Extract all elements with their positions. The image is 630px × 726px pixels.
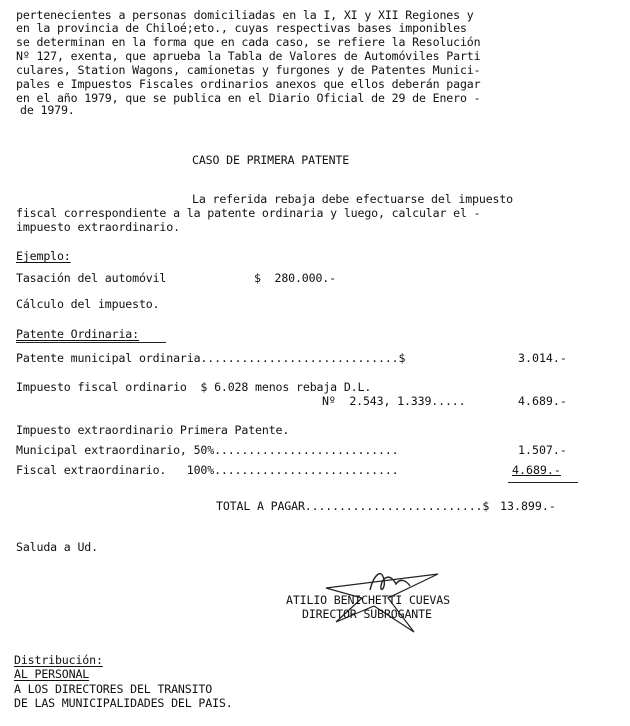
total-label: TOTAL A PAGAR..........................$ — [216, 499, 490, 513]
note-line-3: impuesto extraordinario. — [16, 220, 180, 234]
patente-ordinaria-underline — [16, 342, 166, 343]
tasacion-value: $ 280.000.- — [254, 271, 336, 285]
municipal-ordinaria-label: Patente municipal ordinaria.............................$ — [16, 351, 406, 365]
patente-ordinaria-label: Patente Ordinaria: — [16, 327, 139, 341]
note-line-1: La referida rebaja debe efectuarse del impuesto — [192, 192, 514, 206]
signatory-title: DIRECTOR SUBROGANTE — [302, 607, 432, 621]
example-label: Ejemplo: — [16, 249, 71, 263]
extraordinario-heading: Impuesto extraordinario Primera Patente. — [16, 423, 290, 437]
intro-line-1: pertenecientes a personas domiciliadas en la I, XI y XII Regiones y — [16, 8, 474, 22]
fiscal-ordinario-line-2: Nº 2.543, 1.339..... — [322, 394, 466, 408]
section-heading: CASO DE PRIMERA PATENTE — [192, 153, 350, 167]
intro-line-4: Nº 127, exenta, que aprueba la Tabla de Valores de Automóviles Parti — [16, 49, 481, 63]
intro-line-3: se determinan en la forma que en cada caso, se refiere la Resolución — [16, 35, 481, 49]
subtotal-rule — [508, 482, 578, 483]
note-line-2: fiscal correspondiente a la patente ordinaria y luego, calcular el - — [16, 206, 481, 220]
fiscal-ordinario-amount: 4.689.- — [518, 394, 567, 408]
tasacion-label: Tasación del automóvil — [16, 271, 167, 285]
distribution-line-1: AL PERSONAL — [14, 667, 90, 681]
distribution-line-2: A LOS DIRECTORES DEL TRANSITO — [14, 682, 213, 696]
closing-text: Saluda a Ud. — [16, 540, 98, 554]
municipal-ordinaria-amount: 3.014.- — [518, 351, 567, 365]
distribution-label: Distribución: — [14, 653, 103, 667]
intro-line-2: en la provincia de Chiloé;eto., cuyas respectivas bases imponibles — [16, 21, 467, 35]
intro-line-5: culares, Station Wagons, camionetas y furgones y de Patentes Munici- — [16, 63, 481, 77]
total-amount: 13.899.- — [500, 499, 556, 513]
fiscal-extra-label: Fiscal extraordinario. 100%........................... — [16, 463, 399, 477]
fiscal-ordinario-line-1: Impuesto fiscal ordinario $ 6.028 menos rebaja D.L. — [16, 380, 372, 394]
intro-line-6: pales e Impuestos Fiscales ordinarios anexos que ellos deberán pagar — [16, 77, 481, 91]
distribution-line-3: DE LAS MUNICIPALIDADES DEL PAIS. — [14, 696, 233, 710]
signatory-name: ATILIO BENICHETTI CUEVAS — [286, 593, 450, 607]
municipal-extra-amount: 1.507.- — [518, 443, 567, 457]
intro-line-7: en el año 1979, que se publica en el Diario Oficial de 29 de Enero - — [16, 91, 481, 105]
fiscal-extra-amount: 4.689.- — [512, 463, 561, 477]
intro-line-8: de 1979. — [20, 103, 75, 117]
municipal-extra-label: Municipal extraordinario, 50%........................... — [16, 443, 399, 457]
calculo-label: Cálculo del impuesto. — [16, 297, 160, 311]
